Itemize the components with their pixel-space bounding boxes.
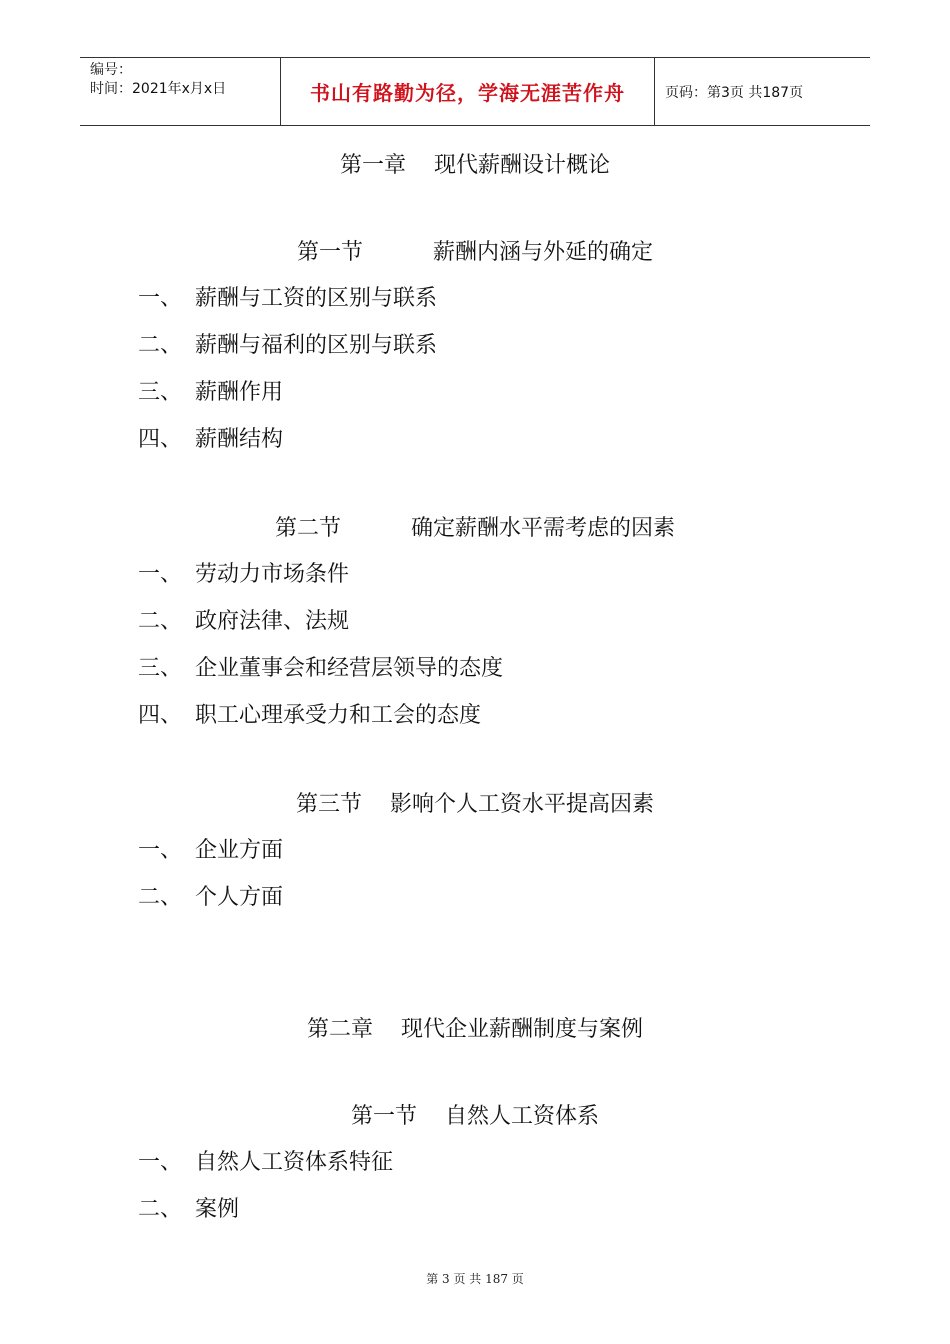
header-time: 时间：2021年x月x日 [90,81,227,97]
header-meta [80,58,281,125]
chapter-1-title: 第一章 现代薪酬设计概论 [340,153,610,178]
list-item: 四、 薪酬结构 [138,427,284,452]
page-footer: 第 3 页 共 187 页 [426,1272,524,1286]
list-item: 一、 自然人工资体系特征 [138,1150,394,1175]
list-item: 三、 薪酬作用 [138,380,284,405]
page-header [80,57,870,126]
chapter-2-section-1-title: 第一节 自然人工资体系 [351,1104,599,1129]
header-page: 页码：第3页 共187页 [665,84,804,101]
header-number: 编号： [90,62,132,78]
list-item: 三、 企业董事会和经营层领导的态度 [138,656,504,681]
list-item: 一、 劳动力市场条件 [138,562,350,587]
list-item: 二、 个人方面 [138,885,284,910]
list-item: 四、 职工心理承受力和工会的态度 [138,703,482,728]
list-item: 二、 薪酬与福利的区别与联系 [138,333,438,358]
chapter-2-title: 第二章 现代企业薪酬制度与案例 [307,1017,643,1042]
list-item: 一、 薪酬与工资的区别与联系 [138,286,438,311]
chapter-1-section-2-title: 第二节 确定薪酬水平需考虑的因素 [275,516,675,541]
list-item: 二、 政府法律、法规 [138,609,350,634]
list-item: 一、 企业方面 [138,838,284,863]
list-item: 二、 案例 [138,1197,240,1222]
header-motto: 书山有路勤为径，学海无涯苦作舟 [281,58,655,125]
chapter-1-section-3-title: 第三节 影响个人工资水平提高因素 [296,792,654,817]
chapter-1-section-1-title: 第一节 薪酬内涵与外延的确定 [297,240,653,265]
